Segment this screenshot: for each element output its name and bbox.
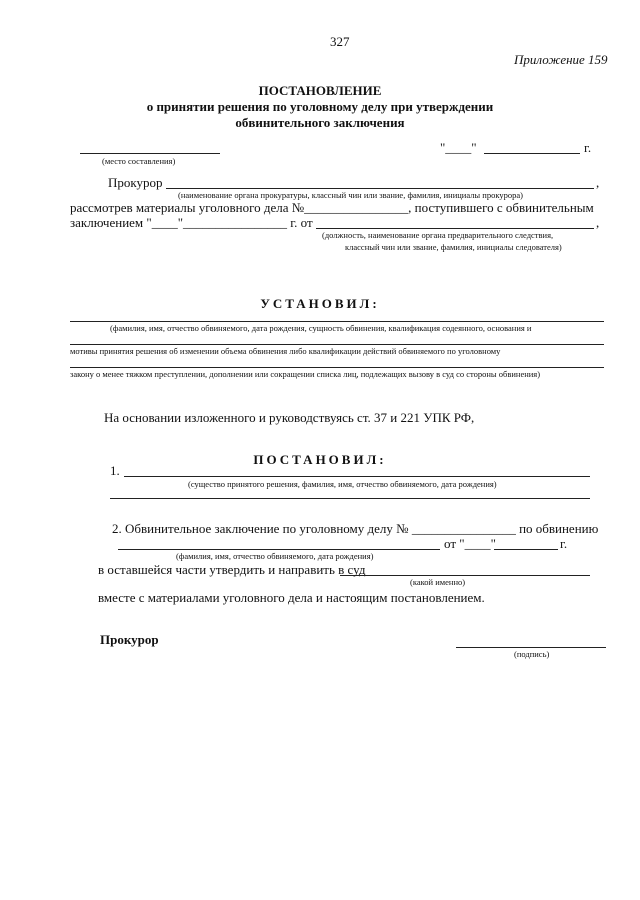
court-field-line	[340, 575, 590, 576]
court-text: в оставшейся части утвердить и направить в суд	[98, 562, 366, 577]
established-heading: УСТАНОВИЛ:	[260, 296, 380, 311]
item2-date-line	[494, 549, 558, 550]
item2-year-suffix: г.	[560, 536, 568, 551]
investigator-caption-1: (должность, наименование органа предварительного следствия,	[322, 230, 554, 240]
investigator-comma: ,	[596, 215, 600, 230]
item2-text: 2. Обвинительное заключение по уголовному делу № ________________ по обвинению	[112, 521, 599, 536]
document-subtitle-1: о принятии решения по уголовному делу при утверждении	[146, 99, 494, 114]
prosecutor-comma: ,	[596, 175, 600, 190]
established-caption-1: (фамилия, имя, отчество обвиняемого, дата рождения, сущность обвинения, квалификация содеянного, основания и	[110, 323, 532, 333]
court-caption: (какой именно)	[410, 577, 466, 587]
established-line-1	[70, 321, 604, 322]
date-day: "____"	[440, 140, 477, 155]
date-year-suffix: г.	[584, 140, 592, 155]
place-field-line	[80, 153, 220, 154]
document-title: ПОСТАНОВЛЕНИЕ	[258, 83, 382, 98]
item1-field-line-2	[110, 498, 590, 499]
investigator-field-line	[316, 228, 594, 229]
prosecutor-label: Прокурор	[108, 175, 163, 190]
prosecutor-field-line	[166, 188, 594, 189]
item2-caption: (фамилия, имя, отчество обвиняемого, дата рождения)	[176, 551, 374, 561]
final-text: вместе с материалами уголовного дела и настоящим постановлением.	[98, 590, 485, 605]
date-month-line	[484, 153, 580, 154]
established-caption-3: закону о менее тяжком преступлении, дополнении или сокращении списка лиц, подлежащих вызову в суд со стороны обвинения)	[70, 369, 541, 379]
review-line: рассмотрев материалы уголовного дела №________________, поступившего с обвинительным	[70, 200, 594, 215]
item2-accused-line	[118, 549, 440, 550]
signature-label: Прокурор	[100, 632, 159, 647]
investigator-caption-2: классный чин или звание, фамилия, инициалы следователя)	[345, 242, 562, 252]
item1-field-line	[124, 476, 590, 477]
signature-line	[456, 647, 606, 648]
item1-number: 1.	[110, 463, 120, 478]
basis-text: На основании изложенного и руководствуясь ст. 37 и 221 УПК РФ,	[104, 410, 475, 425]
appendix-label: Приложение 159	[514, 52, 608, 67]
established-caption-2: мотивы принятия решения об изменении объема обвинения либо квалификации действий обвиняемого по уголовному	[70, 346, 501, 356]
prosecutor-caption: (наименование органа прокуратуры, классный чин или звание, фамилия, инициалы прокурора)	[178, 190, 523, 200]
place-caption: (место составления)	[102, 156, 176, 166]
indictment-date-line: заключением "____"________________ г. от	[70, 215, 313, 230]
page-number: 327	[330, 34, 350, 49]
signature-caption: (подпись)	[514, 649, 550, 659]
established-line-3	[70, 367, 604, 368]
item1-caption: (существо принятого решения, фамилия, имя, отчество обвиняемого, дата рождения)	[188, 479, 497, 489]
established-line-2	[70, 344, 604, 345]
document-subtitle-2: обвинительного заключения	[235, 115, 405, 130]
item2-from-date: от "____"	[444, 536, 496, 551]
resolved-heading: ПОСТАНОВИЛ:	[253, 452, 387, 467]
